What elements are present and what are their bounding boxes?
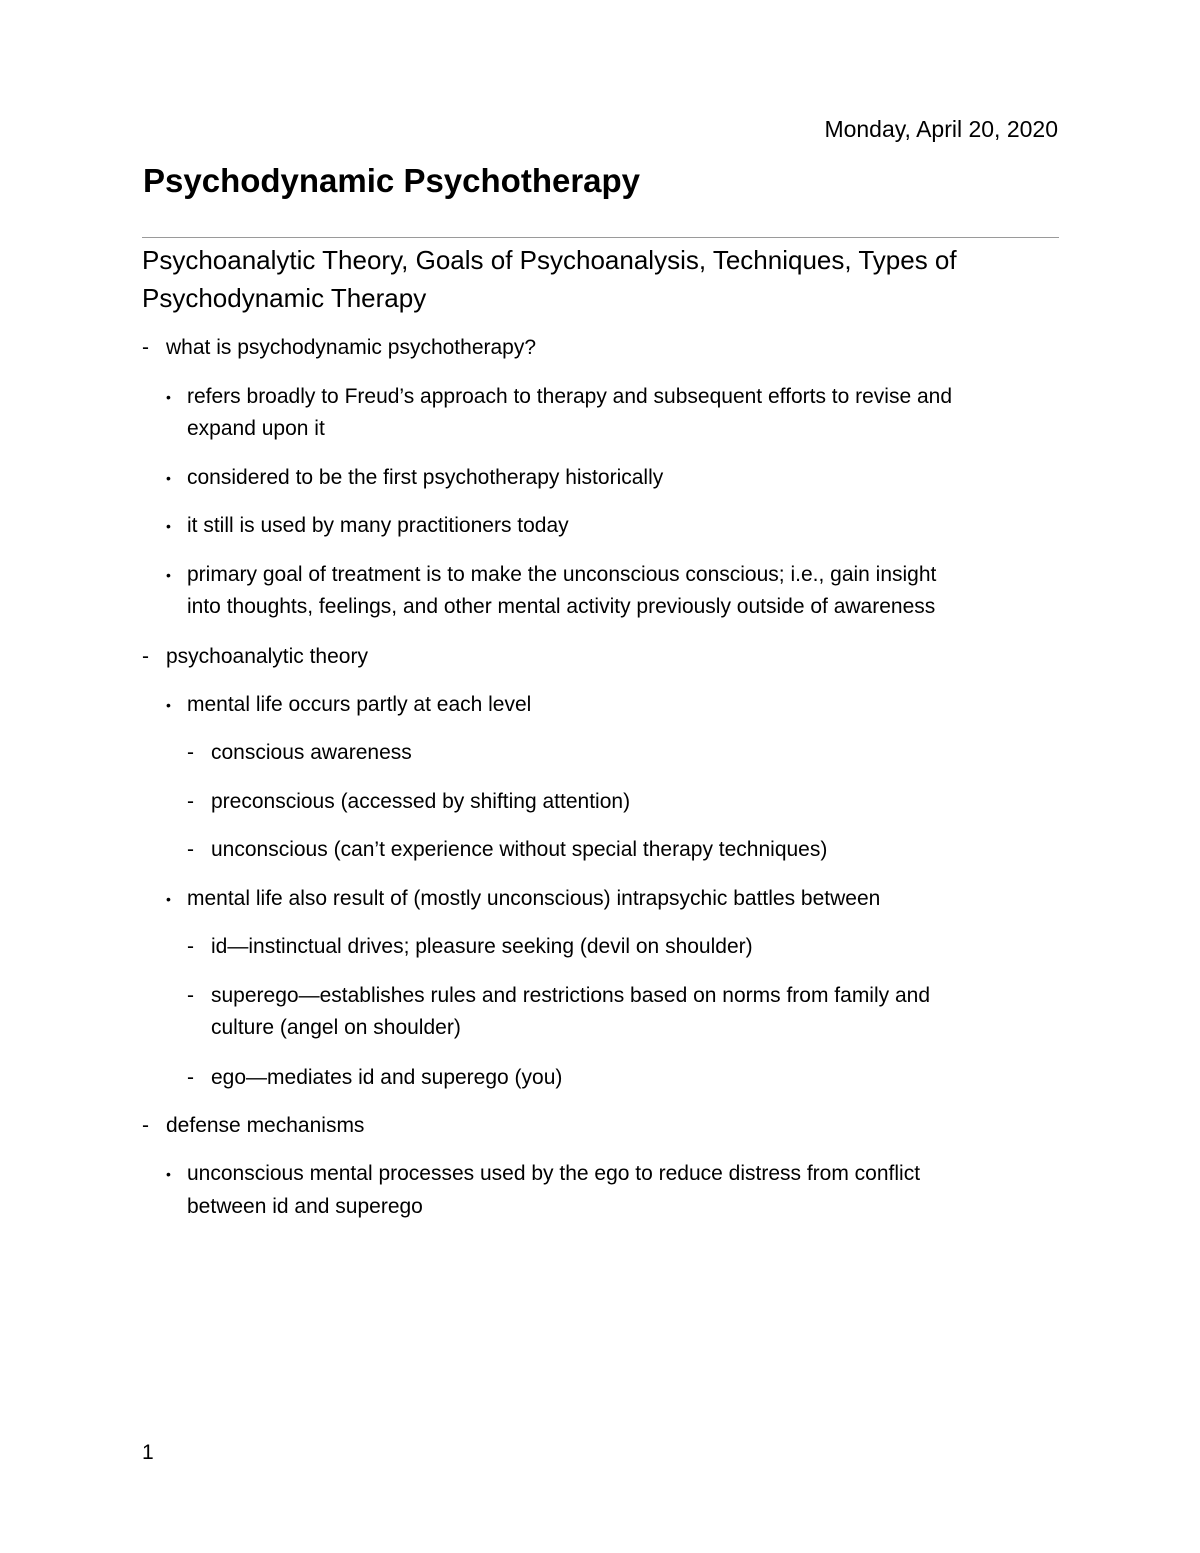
dash-marker: - — [187, 935, 194, 958]
outline-item-continuation: expand upon it — [187, 417, 325, 440]
outline-item: considered to be the first psychotherapy historically — [187, 466, 664, 489]
outline-item: conscious awareness — [211, 741, 412, 764]
dash-marker: - — [142, 1114, 149, 1137]
outline-item-continuation: into thoughts, feelings, and other mental activity previously outside of awareness — [187, 595, 936, 618]
dash-marker: - — [187, 741, 194, 764]
outline-item: defense mechanisms — [166, 1114, 365, 1137]
dash-marker: - — [142, 336, 149, 359]
outline-item: id—instinctual drives; pleasure seeking (devil on shoulder) — [211, 935, 753, 958]
outline-item: primary goal of treatment is to make the unconscious conscious; i.e., gain insight — [187, 563, 937, 586]
bullet-marker: • — [166, 518, 171, 534]
title-divider — [142, 237, 1059, 238]
dash-marker: - — [187, 790, 194, 813]
dash-marker: - — [142, 645, 149, 668]
outline-item: mental life also result of (mostly unconscious) intrapsychic battles between — [187, 887, 881, 910]
outline-item-continuation: culture (angel on shoulder) — [211, 1016, 461, 1039]
bullet-marker: • — [166, 697, 171, 713]
outline-item: psychoanalytic theory — [166, 645, 368, 668]
outline-item: what is psychodynamic psychotherapy? — [166, 336, 537, 359]
section-subtitle: Psychoanalytic Theory, Goals of Psychoanalysis, Techniques, Types of Psychodynamic Therapy — [142, 245, 957, 313]
page-number: 1 — [142, 1441, 154, 1464]
bullet-marker: • — [166, 470, 171, 486]
page-title: Psychodynamic Psychotherapy — [143, 162, 641, 199]
outline-item: refers broadly to Freud’s approach to therapy and subsequent efforts to revise and — [187, 385, 953, 408]
outline-item: ego—mediates id and superego (you) — [211, 1066, 563, 1089]
outline-item-continuation: between id and superego — [187, 1195, 423, 1218]
bullet-marker: • — [166, 567, 171, 583]
outline-item: mental life occurs partly at each level — [187, 693, 532, 716]
outline-item: unconscious mental processes used by the ego to reduce distress from conflict — [187, 1162, 921, 1185]
outline-item: preconscious (accessed by shifting attention) — [211, 790, 631, 813]
bullet-marker: • — [166, 891, 171, 907]
date: Monday, April 20, 2020 — [824, 116, 1058, 142]
dash-marker: - — [187, 1066, 194, 1089]
outline-item: superego—establishes rules and restrictions based on norms from family and — [211, 984, 931, 1007]
dash-marker: - — [187, 838, 194, 861]
bullet-marker: • — [166, 389, 171, 405]
outline-item: it still is used by many practitioners today — [187, 514, 569, 537]
outline-item: unconscious (can’t experience without special therapy techniques) — [211, 838, 828, 861]
dash-marker: - — [187, 984, 194, 1007]
bullet-marker: • — [166, 1166, 171, 1182]
